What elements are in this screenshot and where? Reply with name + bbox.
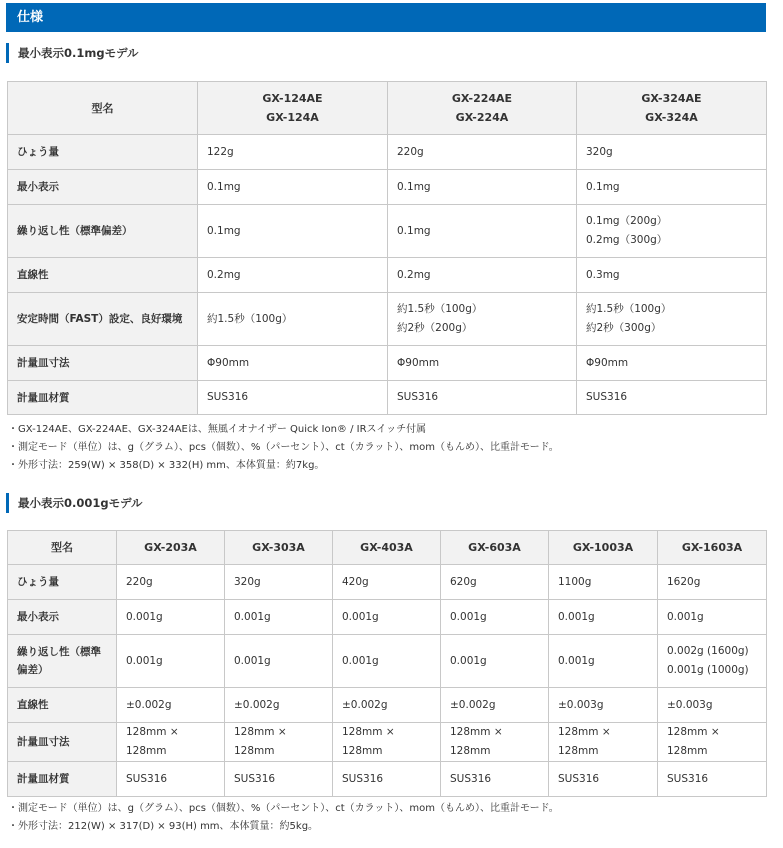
table-cell: SUS316	[333, 762, 441, 797]
table-row	[8, 170, 767, 205]
table-cell: 0.1mg	[198, 170, 388, 205]
table-row	[8, 565, 767, 600]
row-label: 計量皿寸法	[8, 723, 117, 762]
table-cell: Φ90mm	[388, 346, 577, 381]
table-row	[8, 293, 767, 346]
header-model-name: GX-203A	[117, 531, 225, 565]
table-cell: 0.001g	[441, 635, 549, 688]
note-line: ・測定モード（単位）は、g（グラム）、pcs（個数）、%（パーセント）、ct（カラット）、mom（もんめ）、比重計モード。	[8, 442, 559, 453]
table-cell: 約1.5秒（100g） 約2秒（200g）	[388, 293, 577, 346]
table-cell: SUS316	[117, 762, 225, 797]
table-cell: 0.002g (1600g) 0.001g (1000g)	[658, 635, 767, 688]
section-title-01mg: 最小表示0.1mgモデル	[6, 43, 139, 63]
table-cell: 0.1mg	[577, 170, 767, 205]
table-cell: ±0.003g	[658, 688, 767, 723]
table-row	[8, 635, 767, 688]
table-cell: 0.001g	[549, 600, 658, 635]
table-cell: 0.1mg（200g） 0.2mg（300g）	[577, 205, 767, 258]
row-label: 直線性	[8, 258, 198, 293]
spec-table-01mg	[7, 81, 767, 415]
table-cell: 0.001g	[117, 600, 225, 635]
table-cell: 1620g	[658, 565, 767, 600]
table-cell: 0.1mg	[388, 170, 577, 205]
table-row	[8, 762, 767, 797]
table-cell: 1100g	[549, 565, 658, 600]
table-cell: SUS316	[577, 381, 767, 415]
table-header-row	[8, 531, 767, 565]
header-model-name: GX-303A	[225, 531, 333, 565]
table-cell: 0.3mg	[577, 258, 767, 293]
table-cell: ±0.002g	[441, 688, 549, 723]
table-cell: 220g	[117, 565, 225, 600]
table-row	[8, 723, 767, 762]
table-cell: Φ90mm	[198, 346, 388, 381]
header-model-name: GX-603A	[441, 531, 549, 565]
table-cell: 0.1mg	[388, 205, 577, 258]
row-label: 計量皿材質	[8, 762, 117, 797]
table-row	[8, 600, 767, 635]
table-cell: 122g	[198, 135, 388, 170]
table-cell: 620g	[441, 565, 549, 600]
table-row	[8, 346, 767, 381]
row-label: 計量皿寸法	[8, 346, 198, 381]
table-cell: 0.001g	[441, 600, 549, 635]
table-row	[8, 205, 767, 258]
table-cell: 約1.5秒（100g）	[198, 293, 388, 346]
note-line: ・外形寸法：212(W) × 317(D) × 93(H) mm、本体質量：約5kg。	[8, 821, 319, 832]
header-model-name: GX-324AE GX-324A	[577, 82, 767, 135]
table-cell: 320g	[577, 135, 767, 170]
table-cell: SUS316	[388, 381, 577, 415]
table-row	[8, 258, 767, 293]
header-model-label: 型名	[8, 82, 198, 135]
table-cell: 0.001g	[333, 600, 441, 635]
table-row	[8, 135, 767, 170]
table-cell: 128mm × 128mm	[225, 723, 333, 762]
table-cell: 0.001g	[225, 635, 333, 688]
table-cell: ±0.002g	[225, 688, 333, 723]
table-cell: 0.001g	[225, 600, 333, 635]
row-label: ひょう量	[8, 565, 117, 600]
spec-table-0001g	[7, 530, 767, 797]
row-label: 直線性	[8, 688, 117, 723]
table-cell: ±0.003g	[549, 688, 658, 723]
note-line: ・GX-124AE、GX-224AE、GX-324AEは、無風イオナイザー Quick Ion® / IRスイッチ付属	[8, 424, 427, 435]
row-label: 安定時間（FAST）設定、良好環境	[8, 293, 198, 346]
table-cell: 320g	[225, 565, 333, 600]
header-model-name: GX-403A	[333, 531, 441, 565]
table-cell: 128mm × 128mm	[441, 723, 549, 762]
header-model-name: GX-224AE GX-224A	[388, 82, 577, 135]
row-label: 最小表示	[8, 170, 198, 205]
table-cell: 0.001g	[658, 600, 767, 635]
table-cell: 128mm × 128mm	[549, 723, 658, 762]
header-model-name: GX-1003A	[549, 531, 658, 565]
note-line: ・外形寸法：259(W) × 358(D) × 332(H) mm、本体質量：約7kg。	[8, 460, 325, 471]
table-cell: 128mm × 128mm	[658, 723, 767, 762]
table-cell: 128mm × 128mm	[333, 723, 441, 762]
table-cell: 0.001g	[333, 635, 441, 688]
notes-01mg	[8, 421, 559, 475]
table-cell: SUS316	[225, 762, 333, 797]
notes-0001g	[8, 800, 559, 836]
table-row	[8, 688, 767, 723]
table-cell: 0.1mg	[198, 205, 388, 258]
header-model-label: 型名	[8, 531, 117, 565]
row-label: 繰り返し性（標準偏差）	[8, 205, 198, 258]
table-cell: 420g	[333, 565, 441, 600]
table-cell: 約1.5秒（100g） 約2秒（300g）	[577, 293, 767, 346]
table-cell: SUS316	[549, 762, 658, 797]
table-cell: Φ90mm	[577, 346, 767, 381]
table-cell: ±0.002g	[333, 688, 441, 723]
table-cell: SUS316	[198, 381, 388, 415]
table-cell: 0.001g	[549, 635, 658, 688]
row-label: 計量皿材質	[8, 381, 198, 415]
table-cell: ±0.002g	[117, 688, 225, 723]
table-cell: 220g	[388, 135, 577, 170]
table-cell: 0.001g	[117, 635, 225, 688]
header-model-name: GX-1603A	[658, 531, 767, 565]
table-cell: SUS316	[658, 762, 767, 797]
table-cell: 0.2mg	[388, 258, 577, 293]
row-label: 繰り返し性（標準偏差）	[8, 635, 117, 688]
row-label: 最小表示	[8, 600, 117, 635]
table-cell: 128mm × 128mm	[117, 723, 225, 762]
section-title-0001g: 最小表示0.001gモデル	[6, 493, 143, 513]
header-model-name: GX-124AE GX-124A	[198, 82, 388, 135]
table-cell: 0.2mg	[198, 258, 388, 293]
table-cell: SUS316	[441, 762, 549, 797]
row-label: ひょう量	[8, 135, 198, 170]
note-line: ・測定モード（単位）は、g（グラム）、pcs（個数）、%（パーセント）、ct（カラット）、mom（もんめ）、比重計モード。	[8, 803, 559, 814]
spec-banner: 仕様	[6, 3, 766, 32]
table-row	[8, 381, 767, 415]
table-header-row	[8, 82, 767, 135]
